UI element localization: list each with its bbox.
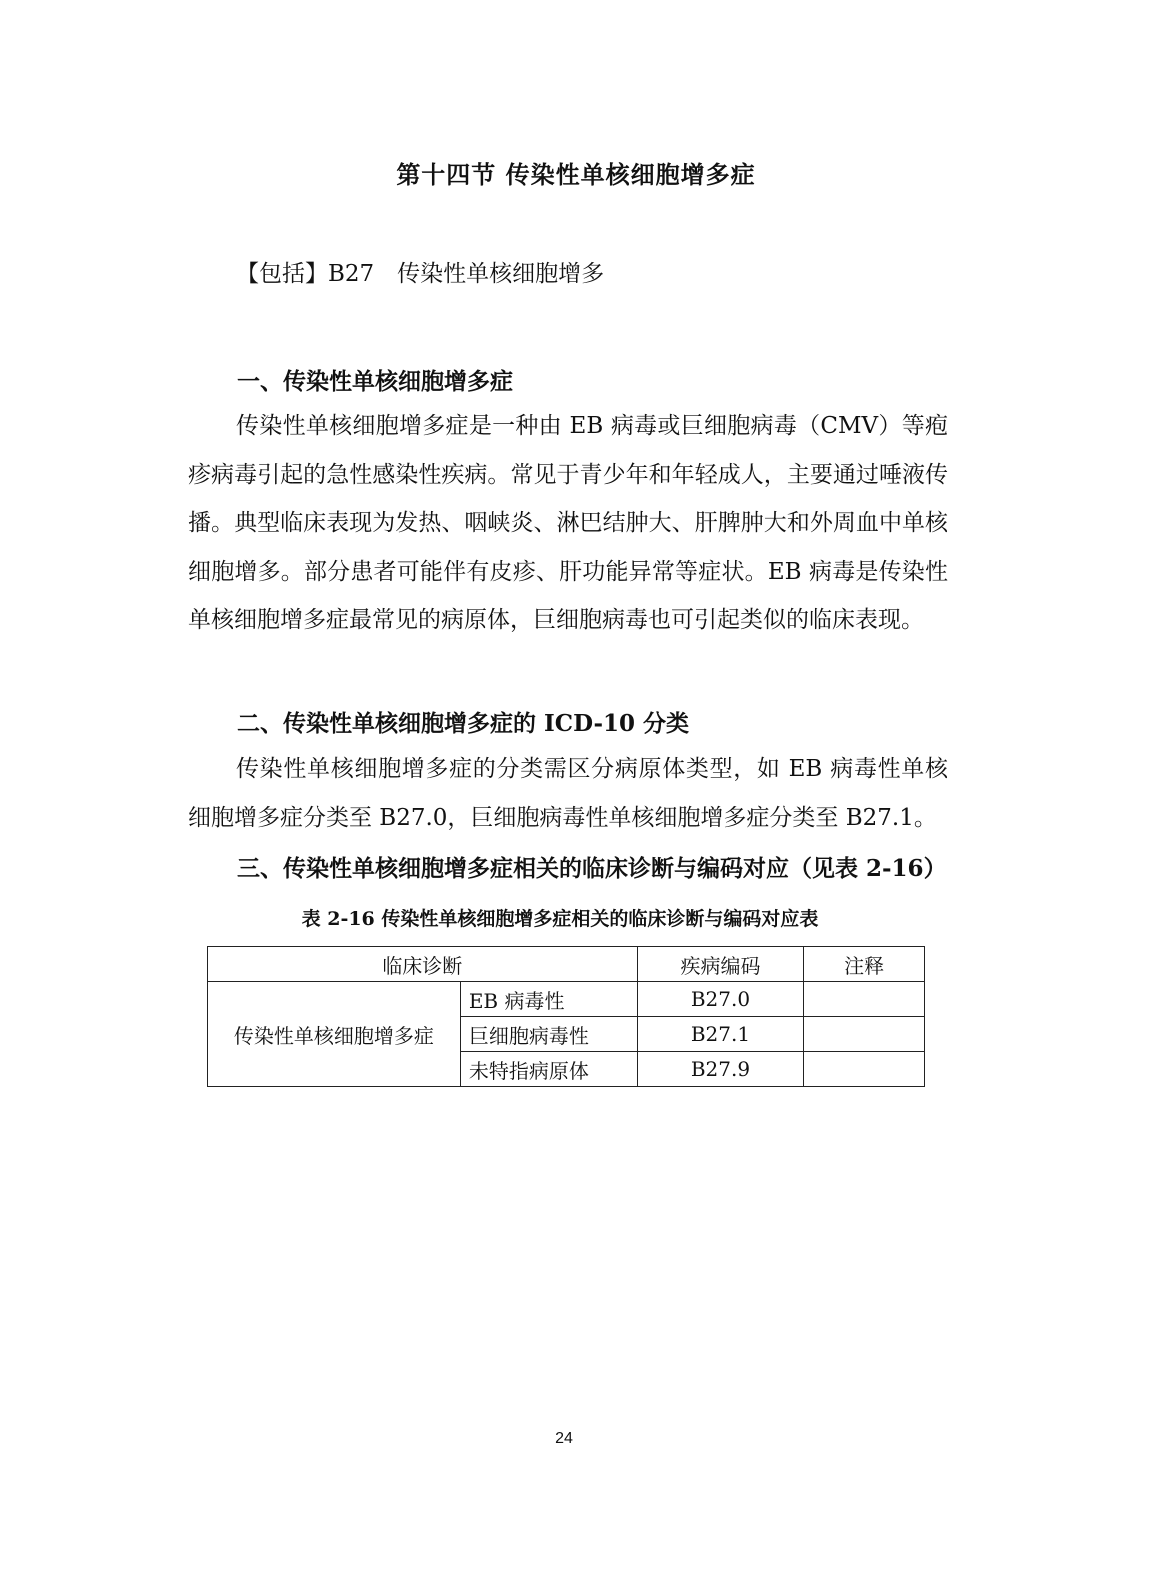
header-code: 疾病编码	[637, 947, 804, 982]
paragraph-definition: 传染性单核细胞增多症是一种由 EB 病毒或巨细胞病毒（CMV）等疱疹病毒引起的急性感染性疾病。常见于青少年和年轻成人，主要通过唾液传播。典型临床表现为发热、咽峡炎、淋巴结肿大、肝脾肿大和外周血中单核细胞增多。部分患者可能伴有皮疹、肝功能异常等症状。EB 病毒是传染性单核细胞增多症最常见的病原体，巨细胞病毒也可引起类似的临床表现。	[188, 413, 948, 633]
heading-1: 一、传染性单核细胞增多症	[237, 368, 513, 395]
header-diagnosis: 临床诊断	[208, 947, 638, 982]
section-title: 第十四节 传染性单核细胞增多症	[396, 160, 756, 189]
note-cell	[804, 982, 925, 1017]
note-cell	[804, 1017, 925, 1052]
code-cell: B27.9	[637, 1052, 804, 1087]
subtype-cell: 未特指病原体	[460, 1052, 637, 1087]
table-row	[208, 982, 925, 1017]
diagnosis-code-table	[207, 946, 925, 1087]
header-note: 注释	[804, 947, 925, 982]
table-caption: 表 2-16 传染性单核细胞增多症相关的临床诊断与编码对应表	[301, 908, 819, 930]
code-cell: B27.0	[637, 982, 804, 1017]
code-cell: B27.1	[637, 1017, 804, 1052]
group-label-cell: 传染性单核细胞增多症	[208, 982, 461, 1087]
table-header-row	[208, 947, 925, 982]
heading-3: 三、传染性单核细胞增多症相关的临床诊断与编码对应（见表 2-16）	[237, 855, 947, 882]
note-cell	[804, 1052, 925, 1087]
subtype-cell: 巨细胞病毒性	[460, 1017, 637, 1052]
paragraph-classification: 传染性单核细胞增多症的分类需区分病原体类型，如 EB 病毒性单核细胞增多症分类至 B27.0，巨细胞病毒性单核细胞增多症分类至 B27.1。	[188, 756, 948, 831]
subtype-cell: EB 病毒性	[460, 982, 637, 1017]
page-number: 24	[555, 1430, 573, 1447]
heading-2: 二、传染性单核细胞增多症的 ICD-10 分类	[237, 710, 690, 737]
includes-line: 【包括】B27 传染性单核细胞增多	[236, 261, 605, 287]
